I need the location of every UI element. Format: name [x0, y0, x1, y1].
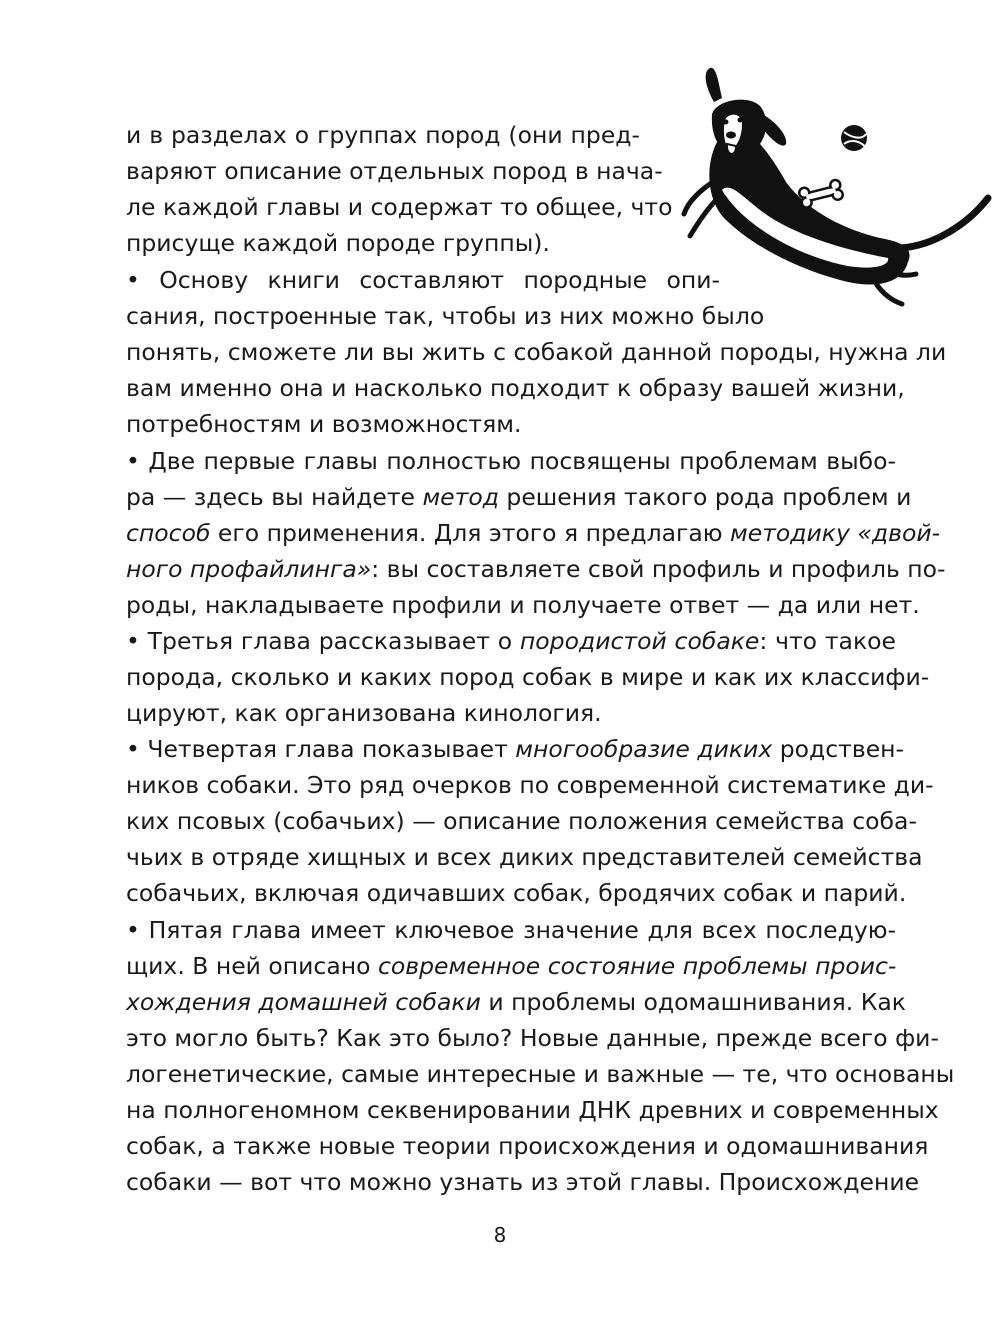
italic-text: хождения домашней собаки	[126, 988, 481, 1016]
text-span: сания, построенные так, чтобы из них можно было	[126, 302, 765, 330]
text-span: порода, сколько и каких пород собак в мире и как их классифи-	[126, 663, 930, 691]
italic-text: ного профайлинга»	[126, 555, 372, 583]
text-line	[126, 298, 765, 334]
text-line	[126, 839, 923, 875]
text-span: • Четвертая глава показывает	[126, 735, 516, 763]
text-span: • Пятая глава имеет ключевое значение для всех последую-	[126, 916, 896, 944]
text-span: ких псовых (собачьих) — описание положения семейства соба-	[126, 807, 917, 835]
page-number: 8	[493, 1223, 507, 1247]
text-span: • Третья глава рассказывает о	[126, 627, 520, 655]
text-span: ра — здесь вы найдете	[126, 483, 423, 511]
text-span: это могло быть? Как это было? Новые данные, прежде всего фи-	[126, 1024, 939, 1052]
text-span: варяют описание отдельных пород в нача-	[126, 157, 663, 185]
text-span: • Две первые главы полностью посвящены проблемам выбо-	[126, 447, 896, 475]
text-line	[126, 443, 896, 479]
text-line	[126, 1164, 920, 1200]
text-line	[126, 1128, 929, 1164]
text-span: родствен-	[772, 735, 905, 763]
text-line	[126, 731, 905, 767]
text-span: его применения. Для этого я предлагаю	[210, 519, 731, 547]
text-span: • Основу книги составляют породные опи-	[126, 266, 720, 294]
italic-text: породистой собаке	[519, 627, 760, 655]
text-span: логенетические, самые интересные и важные — те, что основаны	[126, 1060, 955, 1088]
text-span: потребностям и возможностям.	[126, 410, 522, 438]
text-span: щих. В ней описано	[126, 952, 378, 980]
text-line	[126, 623, 896, 659]
text-span: и проблемы одомашнивания. Как	[480, 988, 907, 1016]
text-line	[126, 153, 663, 189]
text-span: : что такое	[759, 627, 896, 655]
text-line	[126, 515, 941, 551]
text-line	[126, 1020, 939, 1056]
text-line	[126, 1092, 939, 1128]
text-span: собачьих, включая одичавших собак, бродячих собак и парий.	[126, 879, 907, 907]
text-span: понять, сможете ли вы жить с собакой данной породы, нужна ли	[126, 338, 947, 366]
text-line	[126, 803, 917, 839]
text-line	[126, 1056, 955, 1092]
text-line	[126, 370, 905, 406]
text-span: ников собаки. Это ряд очерков по современной систематике ди-	[126, 771, 934, 799]
italic-text: метод	[422, 483, 499, 511]
text-span: собаки — вот что можно узнать из этой главы. Происхождение	[126, 1168, 920, 1196]
italic-text: методику «двой-	[730, 519, 941, 547]
text-line	[126, 767, 934, 803]
text-span: роды, накладываете профили и получаете ответ — да или нет.	[126, 591, 920, 619]
text-span: решения такого рода проблем и	[498, 483, 912, 511]
text-line	[126, 262, 720, 298]
text-line	[126, 695, 896, 731]
text-span: : вы составляете свой профиль и профиль по-	[371, 555, 946, 583]
text-span: присуще каждой породе группы).	[126, 229, 550, 257]
text-span: вам именно она и насколько подходит к образу вашей жизни,	[126, 374, 905, 402]
text-line	[126, 479, 912, 515]
text-line	[126, 984, 907, 1020]
italic-text: многообразие диких	[515, 735, 773, 763]
text-line	[126, 117, 640, 153]
text-line	[126, 875, 907, 911]
text-line	[126, 948, 896, 984]
text-line	[126, 225, 896, 261]
text-span: цируют, как организована кинология.	[126, 699, 602, 727]
dachshund-with-ball-and-bone-icon	[676, 62, 994, 320]
text-line	[126, 406, 896, 442]
text-span: ле каждой главы и содержат то общее, что	[126, 193, 673, 221]
text-line	[126, 912, 896, 948]
text-line	[126, 659, 930, 695]
text-span: и в разделах о группах пород (они пред-	[126, 121, 640, 149]
italic-text: способ	[126, 519, 211, 547]
text-line	[126, 334, 947, 370]
italic-text: современное состояние проблемы проис-	[377, 952, 897, 980]
text-span: чьих в отряде хищных и всех диких представителей семейства	[126, 843, 923, 871]
text-span: на полногеномном секвенировании ДНК древних и современных	[126, 1096, 939, 1124]
text-line	[126, 189, 673, 225]
text-line	[126, 587, 920, 623]
text-span: собак, а также новые теории происхождения и одомашнивания	[126, 1132, 929, 1160]
text-line	[126, 551, 946, 587]
